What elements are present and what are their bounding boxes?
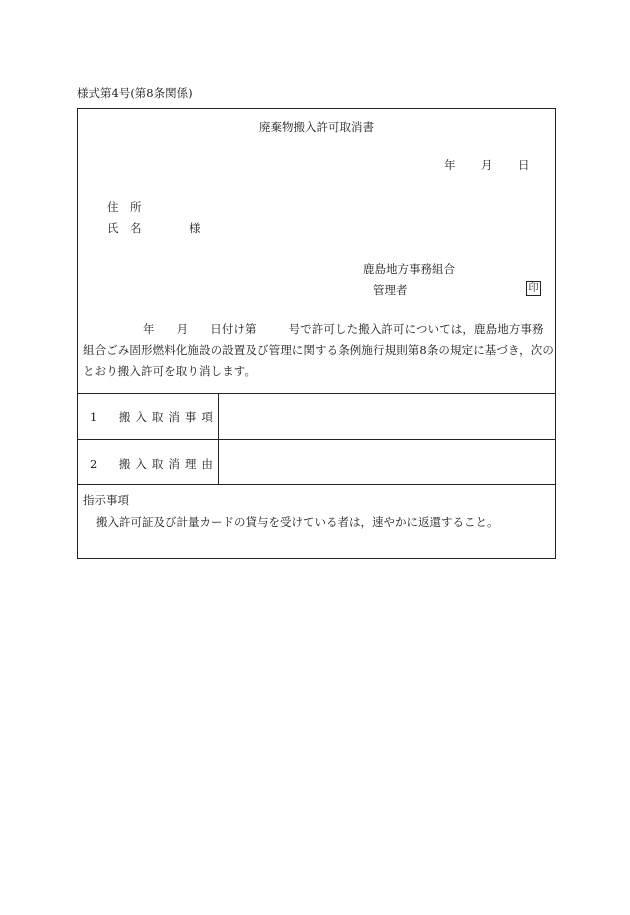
statement-month: 月	[176, 322, 189, 336]
issuer-organization: 鹿島地方事務組合	[363, 262, 455, 276]
revocation-reason-label: 2 搬入取消理由	[90, 457, 218, 471]
date-day: 日	[518, 158, 530, 172]
issuer-role: 管理者	[373, 283, 408, 297]
instructions-text: 搬入許可証及び計量カードの貸与を受けている者は，速やかに返還すること。	[96, 515, 499, 529]
seal-mark: 印	[526, 281, 541, 296]
name-label: 氏 名	[107, 221, 142, 235]
revocation-form	[77, 108, 556, 559]
revocation-statement	[83, 319, 555, 382]
statement-year: 年	[143, 322, 155, 336]
statement-text: 号で許可した搬入許可については，鹿島地方事務組合ごみ固形燃料化施設の設置及び管理に関する条例施行規則第8条の規定に基づき，次のとおり搬入許可を取り消します。	[83, 322, 554, 378]
divider	[78, 393, 555, 394]
address-label: 住 所	[107, 200, 142, 214]
divider	[78, 484, 555, 485]
column-divider	[218, 393, 219, 484]
revocation-item-label: 1 搬入取消事項	[90, 410, 218, 424]
date-year: 年	[444, 158, 456, 172]
honorific: 様	[189, 221, 201, 235]
document-title: 廃棄物搬入許可取消書	[259, 120, 374, 134]
date-month: 月	[481, 158, 493, 172]
form-number-label: 様式第4号(第8条関係)	[77, 86, 193, 100]
instructions-heading: 指示事項	[83, 493, 129, 507]
divider	[78, 439, 555, 440]
statement-dated-no: 日付け第	[210, 322, 257, 336]
